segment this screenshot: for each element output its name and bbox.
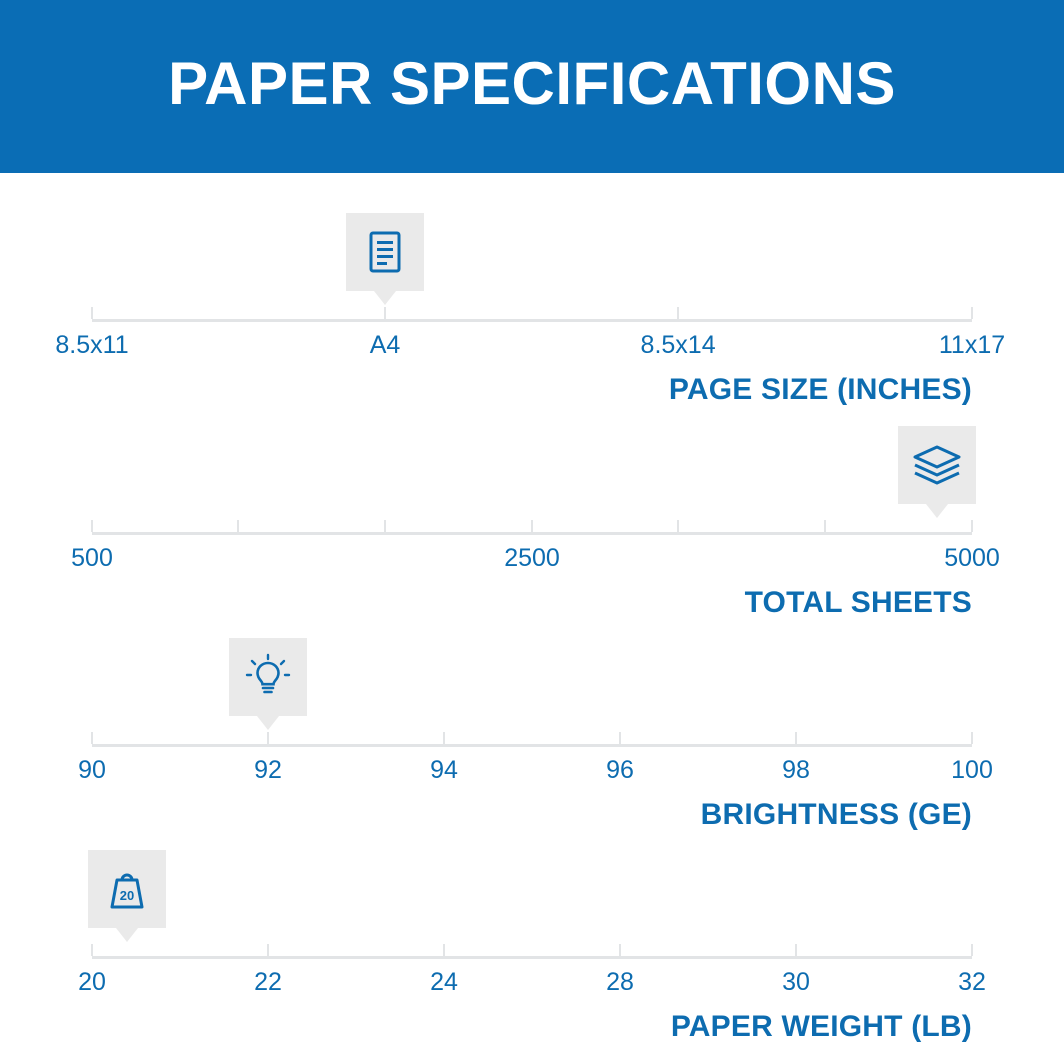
- tick: [971, 732, 973, 744]
- scale-paper-weight: [0, 832, 1064, 1043]
- tick: [531, 520, 533, 532]
- tick-label: 500: [71, 544, 113, 572]
- tick: [384, 520, 386, 532]
- tick-label: 24: [430, 968, 458, 996]
- tick: [443, 732, 445, 744]
- tick-label: A4: [369, 331, 401, 359]
- tick-label: 11x17: [938, 331, 1006, 359]
- lightbulb-icon: [244, 653, 292, 701]
- tick: [267, 944, 269, 956]
- tick-label: 5000: [944, 544, 1000, 572]
- scale-total-sheets: [0, 408, 1064, 620]
- weight-icon-text: 20: [119, 888, 135, 903]
- tick-label: 2500: [504, 544, 560, 572]
- tick-label: 8.5x14: [640, 331, 716, 359]
- axis-line-total-sheets: [92, 532, 972, 535]
- tick-label: 94: [430, 756, 458, 784]
- tick: [267, 732, 269, 744]
- tick: [971, 944, 973, 956]
- tick-label: 30: [782, 968, 810, 996]
- tick: [91, 944, 93, 956]
- scale-page-size: [0, 173, 1064, 408]
- tick: [971, 520, 973, 532]
- tick-label: 8.5x11: [55, 331, 129, 359]
- tick: [91, 520, 93, 532]
- axis-title-page-size: PAGE SIZE (INCHES): [668, 373, 972, 406]
- axis-title-brightness: BRIGHTNESS (GE): [700, 798, 972, 831]
- axis-title-paper-weight: PAPER WEIGHT (LB): [670, 1010, 972, 1043]
- tick: [677, 307, 679, 319]
- scale-brightness: [0, 620, 1064, 832]
- page-header: [0, 0, 1064, 173]
- tick: [971, 307, 973, 319]
- tick: [795, 944, 797, 956]
- specification-scales: [0, 173, 1064, 1043]
- tick-label: 98: [782, 756, 810, 784]
- tick: [619, 732, 621, 744]
- marker-page-size[interactable]: [346, 213, 424, 291]
- axis-title-total-sheets: TOTAL SHEETS: [744, 586, 972, 619]
- tick-label: 100: [951, 756, 993, 784]
- tick-label: 22: [254, 968, 282, 996]
- tick: [384, 307, 386, 319]
- tick: [237, 520, 239, 532]
- tick: [795, 732, 797, 744]
- axis-line-brightness: [92, 744, 972, 747]
- axis-line-paper-weight: [92, 956, 972, 959]
- stack-icon: [911, 443, 963, 487]
- marker-paper-weight[interactable]: [88, 850, 166, 928]
- tick: [677, 520, 679, 532]
- tick-label: 28: [606, 968, 634, 996]
- tick-label: 96: [606, 756, 634, 784]
- tick-label: 92: [254, 756, 282, 784]
- tick-label: 20: [78, 968, 106, 996]
- tick: [619, 944, 621, 956]
- tick: [91, 307, 93, 319]
- marker-total-sheets[interactable]: [898, 426, 976, 504]
- weight-icon: [101, 863, 153, 915]
- page-title: PAPER SPECIFICATIONS: [168, 49, 896, 117]
- marker-brightness[interactable]: [229, 638, 307, 716]
- tick: [443, 944, 445, 956]
- tick-label: 32: [958, 968, 986, 996]
- tick: [824, 520, 826, 532]
- tick: [91, 732, 93, 744]
- tick-label: 90: [78, 756, 106, 784]
- axis-line-page-size: [92, 319, 972, 322]
- document-icon: [365, 230, 405, 274]
